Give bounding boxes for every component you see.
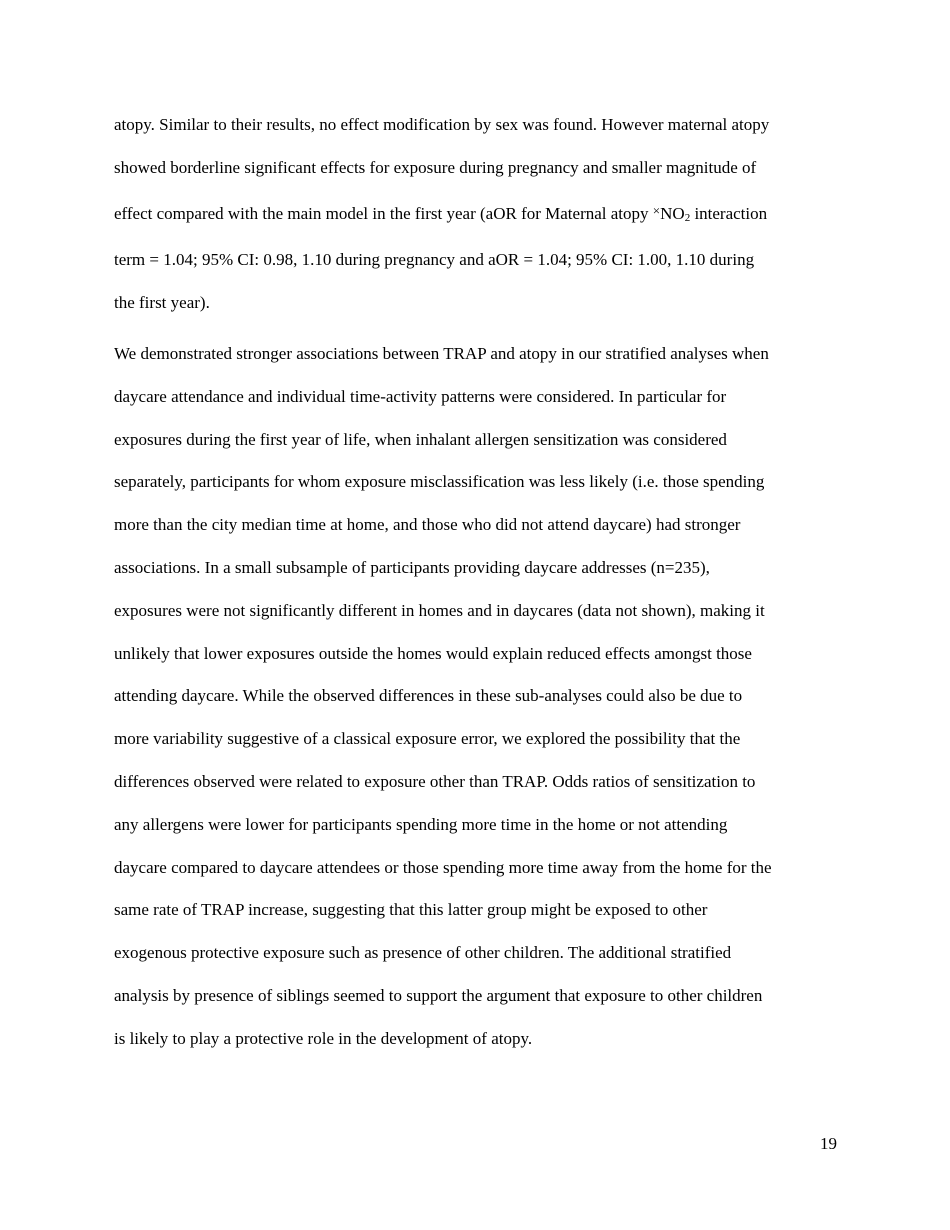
text-line: more variability suggestive of a classical exposure error, we explored the possibility that the — [114, 729, 741, 749]
text-line: atopy. Similar to their results, no effect modification by sex was found. However maternal atopy — [114, 115, 770, 134]
text-line: daycare compared to daycare attendees or those spending more time away from the home for the — [114, 857, 772, 877]
text-line: term = 1.04; 95% CI: 0.98, 1.10 during pregnancy and aOR = 1.04; 95% CI: 1.00, 1.10 during — [114, 250, 755, 270]
page-number: 19 — [820, 1134, 837, 1153]
paragraph-1 — [114, 104, 836, 325]
text-line: separately, participants for whom exposure misclassification was less likely (i.e. those spending — [114, 472, 765, 492]
text-line — [114, 190, 836, 240]
interaction-symbol: × — [652, 202, 661, 218]
text-line: more than the city median time at home, and those who did not attend daycare) had stronger — [114, 515, 741, 535]
text-line: exogenous protective exposure such as presence of other children. The additional stratified — [114, 943, 732, 963]
text-line: same rate of TRAP increase, suggesting that this latter group might be exposed to other — [114, 900, 708, 920]
text-line: unlikely that lower exposures outside the homes would explain reduced effects amongst those — [114, 643, 752, 663]
text-run: effect compared with the main model in the first year (aOR for Maternal atopy — [114, 203, 653, 223]
pollutant-name: NO — [660, 203, 685, 223]
text-line: is likely to play a protective role in the development of atopy. — [114, 1028, 533, 1048]
text-line: daycare attendance and individual time-activity patterns were considered. In particular for — [114, 386, 727, 406]
paragraph-2 — [114, 333, 836, 1061]
text-line: analysis by presence of siblings seemed to support the argument that exposure to other children — [114, 985, 763, 1005]
text-line: any allergens were lower for participants spending more time in the home or not attending — [114, 814, 728, 834]
text-line: We demonstrated stronger associations between TRAP and atopy in our stratified analyses when — [114, 344, 769, 363]
text-line: exposures during the first year of life, when inhalant allergen sensitization was considered — [114, 429, 727, 449]
text-line: associations. In a small subsample of participants providing daycare addresses (n=235), — [114, 557, 710, 577]
text-line: showed borderline significant effects for exposure during pregnancy and smaller magnitude of — [114, 157, 757, 177]
text-line: differences observed were related to exposure other than TRAP. Odds ratios of sensitization to — [114, 771, 756, 791]
text-line: exposures were not significantly different in homes and in daycares (data not shown), making it — [114, 600, 765, 620]
text-run: interaction — [690, 203, 768, 223]
pollutant-subscript: 2 — [684, 211, 691, 224]
text-line: the first year). — [114, 293, 210, 313]
text-line: attending daycare. While the observed differences in these sub-analyses could also be due to — [114, 686, 743, 706]
